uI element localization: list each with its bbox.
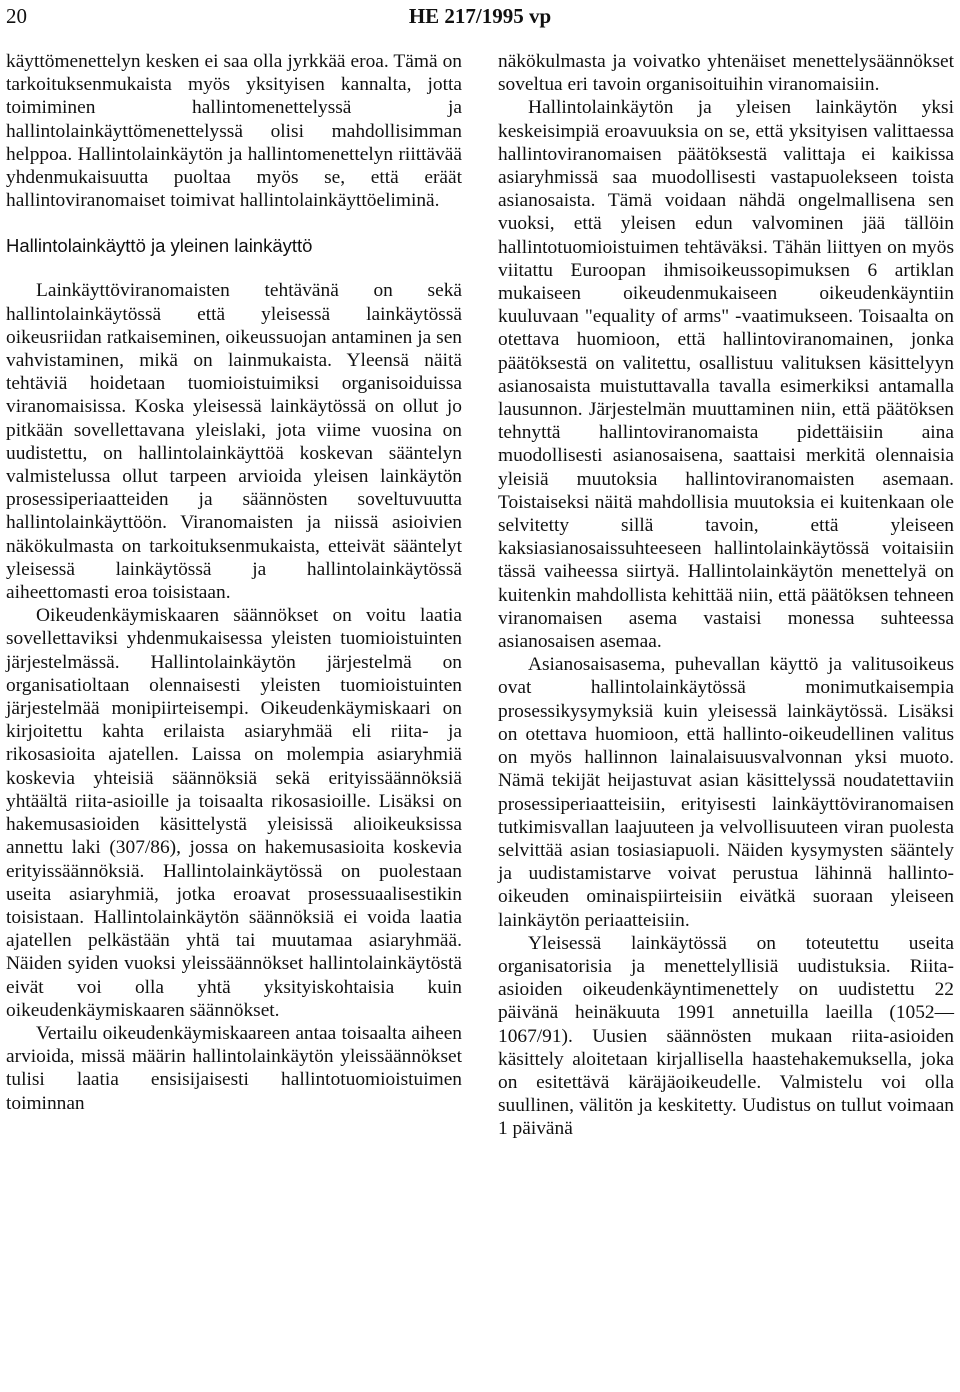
paragraph: Oikeudenkäymiskaaren säännökset on voitu laatia sovellettaviksi yhdenmukaisessa yleisten tuomioistuinten järjestelmässä. Hallintolainkäytön järjestelmä on organisatioltaan olennaisesti yleisten tuomioistuinten järjestelmää monipiirteisempi. Oikeudenkäymiskaari on kirjoitettu kahta erilaista asiaryhmää eli riita- ja rikosasioita ajatellen. Laissa on molempia asiaryhmiä koskevia yhteisiä säännöksiä sekä erityissäännöksiä yhtäältä riita-asioille ja toisaalta rikosasioille. Lisäksi on hakemusasioiden käsittelystä yleisissä alioikeuksissa annettu laki (307/86), jossa on hakemusasioita koskevia erityissäännöksiä. Hallintolainkäytössä on puolestaan useita asiaryhmiä, jotka eroavat prosessuaalisestikin toisistaan. Hallintolainkäytön säännöksiä ei voida laatia ajatellen pelkästään yhtä tai muutamaa asiaryhmää. Näiden syiden vuoksi yleissäännökset hallintolainkäytöstä eivät voi olla yhtä yksityiskohtaisia kuin oikeudenkäymiskaaren säännökset. [6,605,462,1021]
paragraph: käyttömenettelyn kesken ei saa olla jyrkkää eroa. Tämä on tarkoituksenmukaista myös yksityisen kannalta, jotta toimiminen hallintomenettelyssä ja hallintolainkäyttömenettelyssä olisi mahdollisimman helppoa. Hallintolainkäytön ja hallintomenettelyn riittävää yhdenmukaisuutta puoltaa myös se, että eräät hallintoviranomaiset toimivat hallintolainkäyttöeliminä. [6,51,462,212]
paragraph: Asianosaisasema, puhevallan käyttö ja valitusoikeus ovat hallintolainkäytössä monimutkaisempia prosessikysymyksiä kuin yleisessä lainkäytössä. Lisäksi on otettava huomioon, että hallinto-oikeudellinen valitus on myös hallinnon lainalaisuusvalvonnan yksi muoto. Nämä tekijät heijastuvat asian käsittelyssä noudatettaviin prosessiperiaatteisiin, erityisesti lainkäyttöviranomaisen tutkimisvallan laajuuteen ja velvollisuuteen viran puolesta selvittää asian tosiasiapuoli. Näiden kysymysten sääntely ja uudistamistarve voivat perustua lähinnä hallinto-oikeuden ominaispiirteisiin eivätkä suoraan yleiseen lainkäytön periaatteisiin. [498,654,954,931]
page-header [6,4,954,34]
paragraph: Vertailu oikeudenkäymiskaareen antaa toisaalta aiheen arvioida, missä määrin hallintolainkäytön yleissäännökset tulisi laatia ensisijaisesti hallintotuomioistuimen toiminnan [6,1022,462,1114]
paragraph: Yleisessä lainkäytössä on toteutettu useita organisatorisia ja menettelyllisiä uudistuksia. Riita-asioiden oikeudenkäyntimenettely on uudistettu 22 päivänä heinäkuuta 1991 annetuilla laeilla (1052—1067/91). Uusien säännösten mukaan riita-asioiden käsittely aloitetaan kirjallisella haastehakemuksella, joka on esitettävä käräjäoikeudelle. Valmistelu voi olla suullinen, välitön ja keskitetty. Uudistus on tullut voimaan 1 päivänä [498,932,954,1140]
right-column [498,50,954,1141]
page-number: 20 [6,4,27,28]
paragraph: Lainkäyttöviranomaisten tehtävänä on sekä hallintolainkäytössä että yleisessä lainkäytössä oikeusriidan ratkaiseminen, oikeussuojan antaminen ja sen vahvistaminen, mikä on lainmukaista. Yleensä näitä tehtäviä hoidetaan tuomioistuimiksi organisoiduissa viranomaisissa. Koska yleisessä lainkäytössä on ollut jo pitkään sovellettavana yleislaki, jota viime vuosina on uudistettu, on hallintolainkäyttöä koskevan sääntelyn valmistelussa ollut tarpeen arvioida yleisen lainkäytön prosessiperiaatteiden ja säännösten soveltuvuutta hallintolainkäyttöön. Viranomaisten ja niissä asioivien näkökulmasta on tarkoituksenmukaista, etteivät sääntelyt yleisessä lainkäytössä ja hallintolainkäytössä aiheettomasti eroa toisistaan. [6,280,462,604]
paragraph: näkökulmasta ja voivatko yhtenäiset menettelysäännökset soveltua eri tavoin organisoituihin viranomaisiin. [498,51,954,96]
left-column [6,50,462,1115]
paragraph: Hallintolainkäytön ja yleisen lainkäytön yksi keskeisimpiä eroavuuksia on se, että yksityisen valittaessa hallintoviranomaisen päätöksestä valittaja ei kaikissa asiaryhmissä saa muodollisesti vastapuolekseen toista asianosaista. Tämä voidaan nähdä ongelmallisena sen vuoksi, että yleisen edun valvominen jää tällöin hallintotuomioistuimen tehtäväksi. Tähän liittyen on myös viitattu Euroopan ihmisoikeussopimuksen 6 artiklan mukaiseen oikeudenmukaiseen oikeudenkäyntiin kuuluvaan "equality of arms" -vaatimukseen. Toisaalta on otettava huomioon, että hallintoviranomainen, jonka päätöksestä on valitettu, osallistuu valituksen käsittelyyn asianosaista muistuttavalla tavalla esimerkiksi antamalla lausunnon. Järjestelmän muuttaminen niin, että päätöksen tehnyttä hallintoviranomaista pidettäisiin aina muodollisesti asianosaisena, saattaisi merkitä olennaisia yleisiä muutoksia hallintoviranomaisten asemaan. Toistaiseksi näitä mahdollisia muutoksia ei kuitenkaan ole selvitetty sillä tavoin, että yleiseen kaksiasianosaissuhteeseen hallintolainkäytössä voitaisiin tässä vaiheessa siirtyä. Hallintolainkäytön menettelyä on kuitenkin mahdollista kehittää niin, että päätöksen tehneen viranomaisen asema vastaisi monessa suhteessa asianosaisen asemaa. [498,97,954,653]
document-id: HE 217/1995 vp [408,4,552,28]
section-heading: Hallintolainkäyttö ja yleinen lainkäyttö [6,235,313,257]
